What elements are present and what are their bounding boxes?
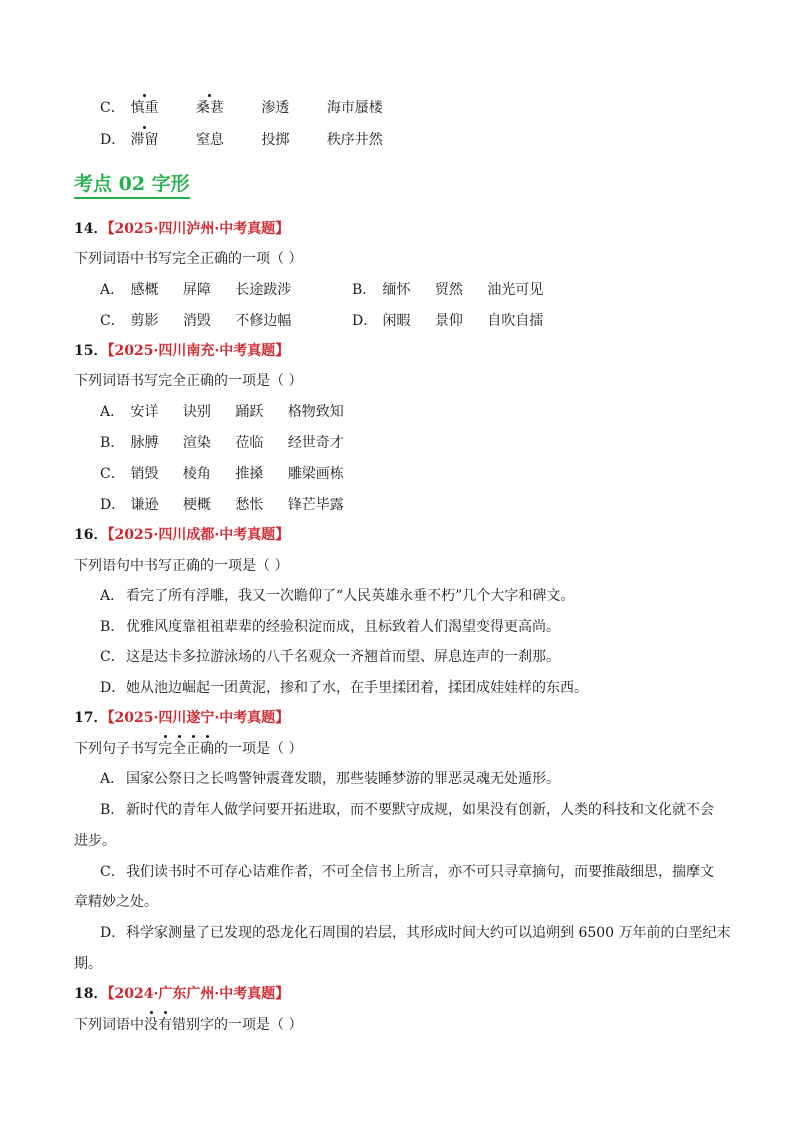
option-word: 锋芒毕露 [287,497,344,513]
option-word: 慎重 [130,100,159,116]
option-text: 这是达卡多拉游泳场的八千名观众一齐翘首而望、屏息连声的一刹那。 [126,649,560,665]
option-d-row [100,495,364,515]
option-letter: B． [352,282,377,298]
option-word: 自吹自擂 [487,313,544,329]
question-number: 15． [74,343,108,359]
option-b-row [100,800,714,820]
option-c-continuation: 章精妙之处。 [74,894,158,910]
option-letter: C． [100,100,125,116]
option-text: 看完了所有浮雕，我又一次瞻仰了“人民英雄永垂不朽”几个大字和碑文。 [126,588,575,604]
option-word: 闲暇 [382,313,411,329]
option-word: 销毁 [130,466,159,482]
option-text: 科学家测量了已发现的恐龙化石周围的岩层，其形成时间大约可以追朔到 6500 万年前的白垩纪末 [126,925,731,941]
option-word: 感概 [130,282,159,298]
option-word: 消毁 [182,313,211,329]
stem-text: 的一项是（ ） [214,741,303,757]
emphasis-char: 全 [172,741,186,757]
option-word: 油光可见 [487,282,544,298]
option-d-row [100,678,588,698]
emphasized-text [158,741,214,757]
option-word: 诀别 [182,404,211,420]
option-word: 不修边幅 [235,313,292,329]
emphasis-char: 没 [144,1017,158,1033]
option-word: 安详 [130,404,159,420]
question-number: 16． [74,527,108,543]
stem-text: 下列词语中 [74,1017,144,1033]
emphasis-char: 有 [158,1017,172,1033]
question-source: 【2025·四川泸州·中考真题】 [107,221,290,237]
option-word: 屏障 [182,282,211,298]
option-letter: D． [352,313,378,329]
option-b-row [100,617,560,637]
option-word: 格物致知 [287,404,344,420]
option-letter: D． [100,925,126,941]
option-word: 梗概 [182,497,211,513]
option-text: 新时代的青年人做学问要开拓进取，而不要默守成规，如果没有创新，人类的科技和文化就不会 [126,802,714,818]
option-b-row [100,433,364,453]
question-16-header [74,525,289,545]
emphasis-char: 完 [158,741,172,757]
question-14-header [74,219,289,239]
option-word: 脉膊 [130,435,159,451]
option-word: 桑葚 [195,100,224,116]
option-word: 莅临 [235,435,264,451]
option-letter: A． [100,771,125,787]
emphasized-text [144,1017,172,1033]
option-word: 渗透 [261,100,290,116]
option-letter: A． [100,404,125,420]
option-word: 踊跃 [235,404,264,420]
option-word: 贸然 [434,282,463,298]
section-heading: 考点 02 字形 [74,173,190,195]
option-b-continuation: 进步。 [74,833,116,849]
option-a-row [100,586,574,606]
option-word: 剪影 [130,313,159,329]
option-word: 长途跋涉 [235,282,292,298]
option-word: 谦逊 [130,497,159,513]
option-c-row [100,464,364,484]
option-b-row [352,280,563,300]
option-a-row [100,280,311,300]
option-word: 经世奇才 [287,435,344,451]
option-letter: B． [100,435,125,451]
option-letter: A． [100,588,125,604]
question-number: 17． [74,710,108,726]
option-c-row [100,647,560,667]
option-letter: C． [100,313,125,329]
option-word: 愁怅 [235,497,264,513]
option-word: 棱角 [182,466,211,482]
option-word: 秩序井然 [326,132,383,148]
question-14-stem: 下列词语中书写完全正确的一项（ ） [74,251,303,267]
question-15-stem: 下列词语书写完全正确的一项是（ ） [74,373,303,389]
question-17-stem [74,739,302,759]
option-letter: C． [100,864,125,880]
option-text: 我们读书时不可存心诘难作者，不可全信书上所言，亦不可只寻章摘句，而要推敲细思，揣摩文 [126,864,714,880]
option-d-row [100,130,403,150]
option-letter: D． [100,680,126,696]
option-word: 雕梁画栋 [287,466,344,482]
option-text: 优雅风度靠祖祖辈辈的经验积淀而成，且标致着人们渴望变得更高尚。 [126,619,560,635]
option-word: 景仰 [434,313,463,329]
option-letter: C． [100,466,125,482]
option-text: 她从池边崛起一团黄泥，掺和了水，在手里揉团着，揉团成娃娃样的东西。 [126,680,588,696]
option-word: 推搡 [235,466,264,482]
question-18-stem [74,1015,302,1035]
question-17-header [74,708,289,728]
option-letter: A． [100,282,125,298]
question-source: 【2025·四川南充·中考真题】 [107,343,290,359]
option-a-row [100,769,560,789]
question-16-stem: 下列语句中书写正确的一项是（ ） [74,558,289,574]
option-c-row [100,98,403,118]
option-word: 缅怀 [382,282,411,298]
question-source: 【2024·广东广州·中考真题】 [107,986,290,1002]
option-c-row [100,311,311,331]
option-word: 投掷 [261,132,290,148]
option-letter: D． [100,132,126,148]
option-letter: B． [100,619,125,635]
stem-text: 下列句子书写 [74,741,158,757]
option-word: 渲染 [182,435,211,451]
question-number: 14． [74,221,108,237]
option-letter: D． [100,497,126,513]
option-d-row [100,923,731,943]
question-15-header [74,341,289,361]
question-source: 【2025·四川遂宁·中考真题】 [107,710,290,726]
option-word: 海市蜃楼 [326,100,383,116]
stem-text: 错别字的一项是（ ） [172,1017,303,1033]
question-number: 18． [74,986,108,1002]
emphasis-char: 确 [200,741,214,757]
emphasis-char: 正 [186,741,200,757]
option-d-row [352,311,563,331]
option-text: 国家公祭日之长鸣警钟震聋发聩，那些装睡梦游的罪恶灵魂无处遁形。 [126,771,560,787]
option-letter: C． [100,649,125,665]
question-source: 【2025·四川成都·中考真题】 [107,527,290,543]
option-a-row [100,402,364,422]
question-18-header [74,984,289,1004]
option-word: 窒息 [195,132,224,148]
option-c-row [100,862,714,882]
option-word: 滞留 [130,132,159,148]
option-letter: B． [100,802,125,818]
option-d-continuation: 期。 [74,956,102,972]
